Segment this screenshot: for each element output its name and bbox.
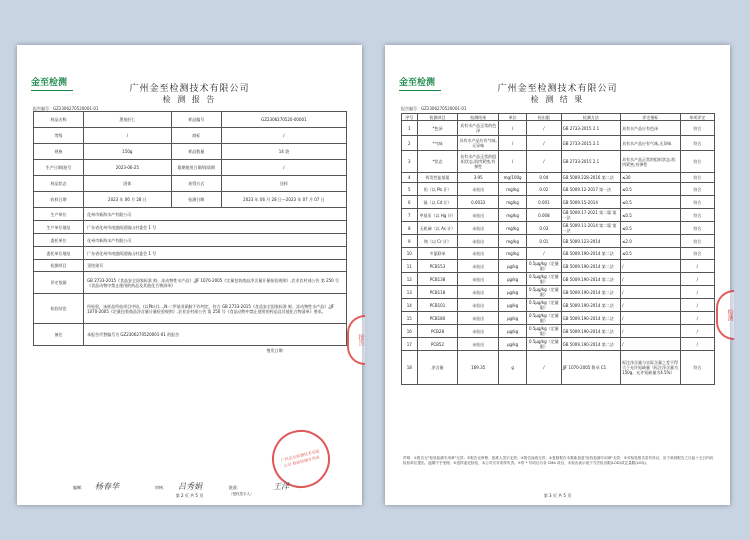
report-title: 检 测 报 告 — [162, 95, 217, 104]
field-label: 生产单位 — [34, 208, 84, 221]
issue-date-label: 签发日期： — [266, 348, 287, 354]
results-header-row — [402, 114, 715, 121]
result-cell: GB 5009.190-2014 第二法 — [561, 248, 620, 260]
result-row — [402, 196, 715, 209]
field-value: / — [221, 128, 346, 144]
result-cell: / — [680, 312, 714, 325]
result-cell: g — [499, 351, 527, 385]
field-label: 获得方式 — [171, 176, 221, 192]
result-cell: 18 — [402, 351, 418, 385]
disclaimer-note: 声明：①报告无"检验检测专用章"无效；②报告无审核、批准人签字无效；③报告涂改无效；④复制报告未重新加盖"检验检测专用章"无效；⑤对检验报告若有异议，应于收到报告之日起十五日内向检验单位提出，逾期不予受理；⑥送样委托检验，本公司仅对来样负责。⑦带 * 号项目为非 CMA 项目，未检出表示低于方法检出限(LOD)或定量限(LOQ)。 — [403, 456, 714, 465]
company-logo: 金至检测 — [399, 75, 441, 91]
result-row — [402, 222, 715, 235]
column-header: 检测结果 — [458, 114, 499, 121]
column-header: 序号 — [402, 114, 418, 121]
result-row — [402, 248, 715, 260]
result-cell: / — [499, 136, 527, 151]
result-cell: 符合 — [680, 222, 714, 235]
result-cell: GB 5009.11-2014 第二篇 第一法 — [561, 222, 620, 235]
column-header: 评定指标 — [621, 114, 680, 121]
field-label: 评定依据 — [34, 272, 84, 294]
result-cell: 符合 — [680, 209, 714, 222]
result-cell: 0.01 — [527, 235, 561, 248]
result-cell: 8 — [402, 222, 418, 235]
result-cell: 4 — [402, 173, 418, 183]
results-table — [401, 113, 715, 385]
result-cell: GB 5009.15-2014 — [561, 196, 620, 209]
reviewer-signature: 吕秀娟 — [178, 482, 202, 491]
info-row — [34, 247, 347, 260]
result-cell: μg/kg — [499, 273, 527, 286]
signature-row: 编制： 杨春华 审核： 吕秀娟 批准： （授权签字人） 王洋 — [73, 482, 289, 496]
result-cell: GB 5009.123-2014 — [561, 235, 620, 248]
result-row — [402, 325, 715, 338]
result-cell: 符合 — [680, 136, 714, 151]
report-cover-page — [17, 45, 362, 505]
field-label: 规格 — [34, 144, 84, 160]
result-row — [402, 173, 715, 183]
result-cell: / — [680, 325, 714, 338]
report-results-page — [385, 45, 733, 505]
result-cell: 净含量 — [417, 351, 458, 385]
result-cell: GB 5009.190-2014 第二法 — [561, 338, 620, 351]
result-cell: 0.008 — [527, 209, 561, 222]
result-cell: 符合 — [680, 121, 714, 136]
field-value: / — [84, 128, 172, 144]
result-cell: 5 — [402, 183, 418, 196]
field-value: 150g — [84, 144, 172, 160]
result-cell: 未检出 — [458, 209, 499, 222]
result-cell: ≤0.5 — [621, 248, 680, 260]
issue-date-row — [34, 346, 347, 356]
result-cell: GB 5009.190-2014 第二法 — [561, 299, 620, 312]
result-cell: / — [680, 286, 714, 299]
result-cell: / — [527, 248, 561, 260]
result-cell: 镉（以 Cd 计） — [417, 196, 458, 209]
info-row — [34, 221, 347, 234]
field-value: 见结果页 — [84, 260, 347, 272]
info-row — [34, 272, 347, 294]
result-cell: 9 — [402, 235, 418, 248]
field-value: 2023 年 06 月 28 日—2023 年 07 月 07 日 — [221, 192, 346, 208]
company-name: 广州金至检测技术有限公司 — [497, 84, 618, 94]
result-row — [402, 260, 715, 273]
result-cell: 未检出 — [458, 260, 499, 273]
info-row — [34, 160, 347, 176]
result-cell: GB 2733-2015 2.1 — [561, 121, 620, 136]
result-cell: GB 5009.190-2014 第二法 — [561, 273, 620, 286]
result-cell: 0.04 — [527, 173, 561, 183]
field-label: 委托单位地址 — [34, 247, 84, 260]
company-logo: 金至检测 — [31, 75, 73, 91]
editor-signature: 杨春华 — [95, 482, 119, 491]
field-value: 2023 年 06 月 28 日 — [84, 192, 172, 208]
result-cell: 符合 — [680, 151, 714, 173]
page-number: 第 3 页 共 5 页 — [543, 493, 572, 498]
result-cell: GB 5009.190-2014 第二法 — [561, 260, 620, 273]
field-value: 14 袋 — [221, 144, 346, 160]
result-cell: *色泽 — [417, 121, 458, 136]
result-cell: 1 — [402, 121, 418, 136]
result-cell: 挥发性盐基氮 — [417, 173, 458, 183]
info-row — [34, 234, 347, 247]
result-cell: 0.001 — [527, 196, 561, 209]
result-cell: ≤0.5 — [621, 196, 680, 209]
column-header: 检测项目 — [417, 114, 458, 121]
result-cell: / — [527, 151, 561, 173]
cross-page-seal-left: 报告 — [347, 315, 365, 365]
result-cell: mg/kg — [499, 248, 527, 260]
field-value: 广东省化州市南盛街道镇山村委会 1 号 — [84, 221, 347, 234]
report-number: 报告编号：GZ2306270520001-01 — [33, 106, 99, 111]
result-cell: / — [621, 286, 680, 299]
info-row — [34, 144, 347, 160]
column-header: 检测方法 — [561, 114, 620, 121]
result-cell: mg/kg — [499, 196, 527, 209]
result-cell: 未检出 — [458, 183, 499, 196]
result-cell: 未检出 — [458, 248, 499, 260]
field-label: 生产单位地址 — [34, 221, 84, 234]
result-cell: 未检出 — [458, 286, 499, 299]
result-cell: μg/kg — [499, 325, 527, 338]
result-row — [402, 351, 715, 385]
field-value: 固体 — [84, 176, 172, 192]
result-cell: 169.35 — [458, 351, 499, 385]
result-row — [402, 151, 715, 173]
field-value: GZ2306270520-00001 — [221, 112, 346, 128]
field-label: 样品状态 — [34, 176, 84, 192]
result-row — [402, 183, 715, 196]
result-cell: mg/kg — [499, 222, 527, 235]
field-label: 检测项目 — [34, 260, 84, 272]
result-cell: 具有水产品应有气味,无异味 — [458, 136, 499, 151]
field-value: 经检验，该样品所检项目中铅、(以Pb计)...,N-二甲基亚硝胺不作判定。符合 GB 2733-2015《食品安全国家标准 鲜、冻动物性水产品》,JJF 1070-2005《定量包装商品净含量计量检验规则》,农业农村部公告 第 250 号《食品动物中禁止使用的药品及其他化合物清单》要求。 — [84, 294, 347, 324]
result-cell: 未检出 — [458, 235, 499, 248]
result-cell: / — [621, 325, 680, 338]
result-cell: ≤2.0 — [621, 235, 680, 248]
result-cell: 未检出 — [458, 325, 499, 338]
result-cell: GB 5009.190-2014 第二法 — [561, 325, 620, 338]
info-row — [34, 112, 347, 128]
report-info-table — [33, 111, 347, 356]
result-row — [402, 312, 715, 325]
result-cell: GB 2733-2015 2.1 — [561, 151, 620, 173]
result-cell: / — [621, 312, 680, 325]
result-cell: / — [527, 121, 561, 136]
result-cell: 3.95 — [458, 173, 499, 183]
result-cell: / — [680, 338, 714, 351]
result-cell: 14 — [402, 299, 418, 312]
result-cell: 具有水产品正常的组织状态,肌肉紧密,有弹性 — [458, 151, 499, 173]
result-cell: 符合 — [680, 196, 714, 209]
result-cell: GB 2733-2015 2.1 — [561, 136, 620, 151]
result-cell: 符合 — [680, 351, 714, 385]
field-label: 限期使用日期/保质期 — [171, 160, 221, 176]
company-name: 广州金至检测技术有限公司 — [129, 84, 250, 94]
result-cell: / — [621, 260, 680, 273]
approver-signature: 王洋 — [273, 482, 289, 491]
field-value: 广东省化州市南盛街道镇山村委会 1 号 — [84, 247, 347, 260]
result-cell: 铅（以 Pb 计） — [417, 183, 458, 196]
result-cell: PCB28 — [417, 325, 458, 338]
result-row — [402, 136, 715, 151]
column-header: 检出限 — [527, 114, 561, 121]
page-number: 第 2 页 共 5 页 — [175, 493, 204, 498]
result-cell: 0.5μg/kg（定量限） — [527, 312, 561, 325]
result-cell: / — [621, 273, 680, 286]
result-cell: / — [680, 260, 714, 273]
result-cell: 铬（以 Cr 计） — [417, 235, 458, 248]
field-value: 墨鱼肝仁 — [84, 112, 172, 128]
result-cell: GB 5009.190-2014 第二法 — [561, 286, 620, 299]
result-cell: 0.03 — [527, 222, 561, 235]
result-row — [402, 338, 715, 351]
result-cell: / — [499, 121, 527, 136]
result-cell: / — [499, 151, 527, 173]
result-cell: 16 — [402, 325, 418, 338]
result-cell: PCB138 — [417, 273, 458, 286]
result-cell: PCB153 — [417, 260, 458, 273]
info-row — [34, 208, 347, 221]
column-header: 单项评定 — [680, 114, 714, 121]
result-cell: 具有水产品应有气味,无异味 — [621, 136, 680, 151]
inspection-seal: 广州金至检测技术有限公司 检验检测专用章 — [266, 424, 336, 494]
result-cell: PCB180 — [417, 312, 458, 325]
result-cell: 符合 — [680, 248, 714, 260]
result-cell: 未检出 — [458, 312, 499, 325]
field-label: 等级 — [34, 128, 84, 144]
info-row — [34, 260, 347, 272]
result-cell: JJF 1070-2005 附录 C1 — [561, 351, 620, 385]
result-cell: PCB101 — [417, 299, 458, 312]
field-label: 生产日期/批号 — [34, 160, 84, 176]
result-cell: 符合 — [680, 235, 714, 248]
result-cell: 0.5μg/kg（定量限） — [527, 260, 561, 273]
field-label: 备注 — [34, 324, 84, 346]
result-cell: 6 — [402, 196, 418, 209]
info-row — [34, 192, 347, 208]
field-label: 样品数量 — [171, 144, 221, 160]
result-cell: *状态 — [417, 151, 458, 173]
result-cell: / — [527, 136, 561, 151]
column-header: 单位 — [499, 114, 527, 121]
result-cell: GB 5009.190-2014 第二法 — [561, 312, 620, 325]
result-row — [402, 235, 715, 248]
result-cell: 具有水产品正常的组织状态,肌肉紧密,有弹性 — [621, 151, 680, 173]
result-cell: GB 5009.12-2017 第一法 — [561, 183, 620, 196]
result-cell: 多氯联苯 — [417, 248, 458, 260]
field-label: 检测日期 — [171, 192, 221, 208]
info-row — [34, 324, 347, 346]
result-cell: 标注净含量与实际含量之差不得大于允许短缺量（标注净含量为150g，允许短缺量为4.5%） — [621, 351, 680, 385]
field-label: 商标 — [171, 128, 221, 144]
field-value: 本报告代替编号为 GZ2306270520001-01 的报告 — [84, 324, 347, 346]
result-cell: μg/kg — [499, 260, 527, 273]
result-cell: PCB52 — [417, 338, 458, 351]
result-cell: ≤0.5 — [621, 209, 680, 222]
result-cell: / — [621, 299, 680, 312]
result-cell: 17 — [402, 338, 418, 351]
result-cell: 11 — [402, 260, 418, 273]
result-cell: 甲基汞（以 Hg 计） — [417, 209, 458, 222]
result-cell: mg/kg — [499, 209, 527, 222]
result-row — [402, 286, 715, 299]
result-cell: / — [621, 338, 680, 351]
field-label: 收样日期 — [34, 192, 84, 208]
result-cell: 0.5μg/kg（定量限） — [527, 273, 561, 286]
result-cell: 0.02 — [527, 183, 561, 196]
result-cell: ≤30 — [621, 173, 680, 183]
result-cell: 具有水产品正常的色泽 — [458, 121, 499, 136]
result-cell: 符合 — [680, 183, 714, 196]
result-cell: 未检出 — [458, 299, 499, 312]
info-row — [34, 128, 347, 144]
field-label: 样品编号 — [171, 112, 221, 128]
results-title: 检 测 结 果 — [530, 95, 585, 104]
result-cell: 0.5μg/kg（定量限） — [527, 286, 561, 299]
field-value: / — [221, 160, 346, 176]
field-label: 委托单位 — [34, 234, 84, 247]
result-cell: mg/100g — [499, 173, 527, 183]
info-row — [34, 176, 347, 192]
result-cell: μg/kg — [499, 286, 527, 299]
result-cell: 具有水产品应有色泽 — [621, 121, 680, 136]
result-cell: 0.5μg/kg（定量限） — [527, 299, 561, 312]
result-cell: 符合 — [680, 173, 714, 183]
result-row — [402, 209, 715, 222]
result-cell: / — [527, 351, 561, 385]
result-cell: 12 — [402, 273, 418, 286]
result-cell: ≤0.5 — [621, 222, 680, 235]
result-cell: 未检出 — [458, 273, 499, 286]
result-cell: PCB118 — [417, 286, 458, 299]
result-cell: GB 5009.17-2021 第二篇 第一法 — [561, 209, 620, 222]
result-cell: / — [680, 273, 714, 286]
result-cell: 无机砷（以 As 计） — [417, 222, 458, 235]
result-cell: GB 5009.228-2016 第二法 — [561, 173, 620, 183]
result-row — [402, 273, 715, 286]
cross-page-seal-right: 检测 — [716, 290, 734, 340]
result-cell: 0.5μg/kg（定量限） — [527, 338, 561, 351]
result-cell: 13 — [402, 286, 418, 299]
result-cell: 7 — [402, 209, 418, 222]
field-value: GB 2733-2015《食品安全国家标准 鲜、冻动物性水产品》,JJF 1070-2005《定量包装商品净含量计量检验规则》,农业农村部公告 第 250 号《食品动物中禁止使用的药品及其他化合物清单》 — [84, 272, 347, 294]
result-cell: μg/kg — [499, 299, 527, 312]
result-cell: 2 — [402, 136, 418, 151]
field-label: 样品名称 — [34, 112, 84, 128]
field-value: 2023-06-25 — [84, 160, 172, 176]
result-cell: mg/kg — [499, 235, 527, 248]
result-cell: 10 — [402, 248, 418, 260]
result-cell: 3 — [402, 151, 418, 173]
result-cell: mg/kg — [499, 183, 527, 196]
result-row — [402, 121, 715, 136]
report-number: 报告编号：GZ2306270520001-01 — [401, 106, 467, 111]
result-cell: 15 — [402, 312, 418, 325]
result-row — [402, 299, 715, 312]
field-value: 化州市新海水产有限公司 — [84, 234, 347, 247]
result-cell: μg/kg — [499, 338, 527, 351]
result-cell: / — [680, 299, 714, 312]
result-cell: 0.5μg/kg（定量限） — [527, 325, 561, 338]
result-cell: μg/kg — [499, 312, 527, 325]
result-cell: 0.0033 — [458, 196, 499, 209]
result-cell: *气味 — [417, 136, 458, 151]
field-value: 化州市新海水产有限公司 — [84, 208, 347, 221]
field-value: 送样 — [221, 176, 346, 192]
result-cell: ≤0.5 — [621, 183, 680, 196]
field-label: 检验结论 — [34, 294, 84, 324]
result-cell: 未检出 — [458, 338, 499, 351]
result-cell: 未检出 — [458, 222, 499, 235]
info-row — [34, 294, 347, 324]
